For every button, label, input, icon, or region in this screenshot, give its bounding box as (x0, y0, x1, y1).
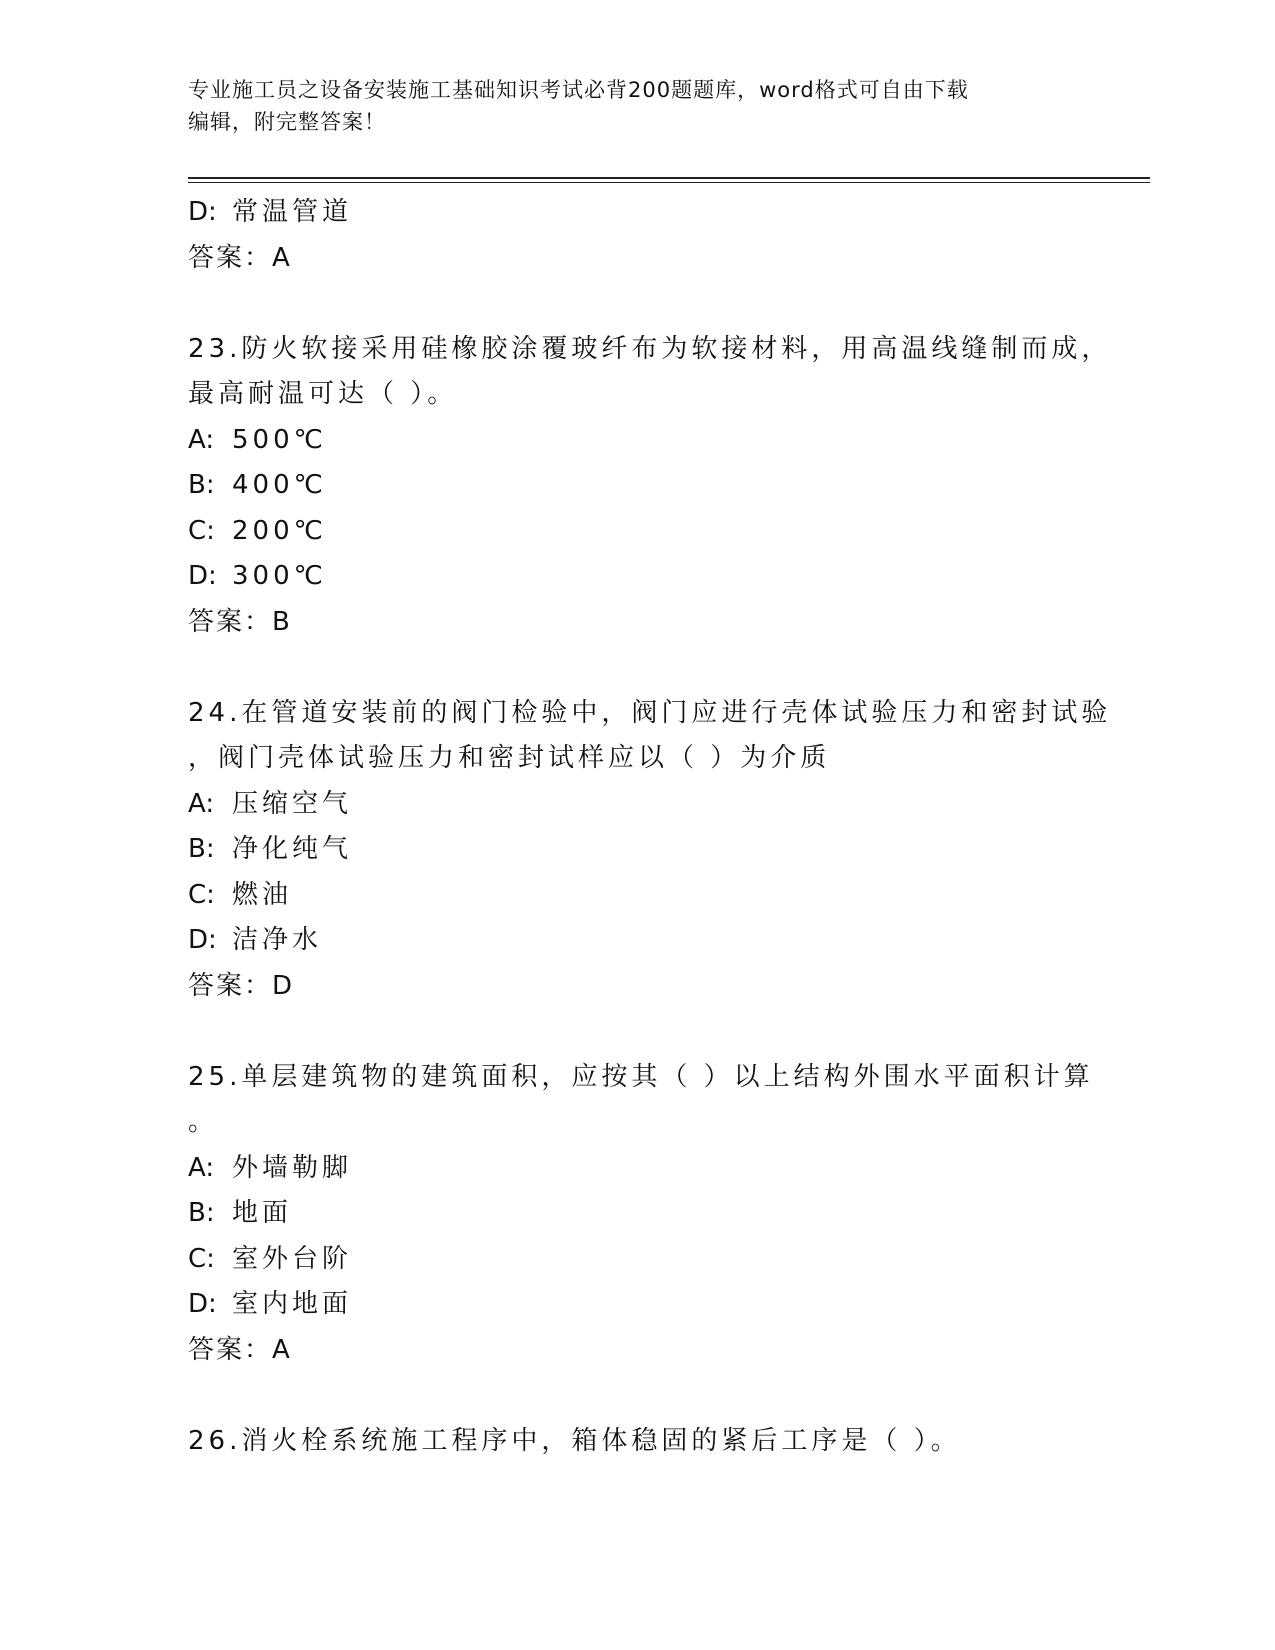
option-letter: D: (188, 1289, 217, 1319)
option-letter: C: (188, 1243, 215, 1274)
option-c (188, 1237, 1088, 1283)
option-text: 燃油 (232, 879, 293, 910)
option-text: 400℃ (232, 470, 327, 500)
question-23-text-line-2: 最高耐温可达（ ）。 (188, 379, 458, 409)
option-text: 200℃ (232, 515, 327, 546)
option-text: 洁净水 (232, 925, 323, 955)
option-text: 净化纯气 (232, 834, 353, 864)
option-text: 室外台阶 (232, 1243, 353, 1274)
question-24-text-line-2: ，阀门壳体试验压力和密封试样应以（ ）为介质 (188, 743, 831, 773)
answer-line: 答案：A (188, 1334, 292, 1365)
option-letter: B: (188, 1198, 215, 1228)
option-letter: C: (188, 515, 215, 546)
option-letter: D: (188, 925, 217, 955)
option-letter: C: (188, 879, 215, 910)
option-d (188, 190, 1088, 236)
option-a (188, 418, 1088, 464)
question-26-text-line-1: 26.消火栓系统施工程序中，箱体稳固的紧后工序是（ ）。 (188, 1425, 961, 1456)
option-letter: D: (188, 561, 217, 591)
option-b (188, 463, 1088, 509)
header-divider-thin (188, 182, 1150, 183)
option-letter: A: (188, 424, 215, 455)
spacer (188, 645, 1088, 691)
option-text: 压缩空气 (232, 788, 353, 819)
answer-line: 答案：B (188, 606, 292, 637)
option-letter: D: (188, 197, 217, 227)
option-c (188, 873, 1088, 919)
option-text: 地面 (232, 1198, 293, 1228)
option-c (188, 509, 1088, 555)
document-header (188, 74, 1088, 138)
question-23-text-line-1: 23.防火软接采用硅橡胶涂覆玻纤布为软接材料，用高温线缝制而成， (188, 333, 1112, 364)
option-text: 500℃ (232, 424, 327, 455)
header-line-2: 编辑，附完整答案！ (188, 110, 386, 134)
question-24-text-line-1: 24.在管道安装前的阀门检验中，阀门应进行壳体试验压力和密封试验 (188, 697, 1112, 728)
question-list (188, 190, 1112, 1464)
option-letter: B: (188, 834, 215, 864)
header-line-1: 专业施工员之设备安装施工基础知识考试必背200题题库，word格式可自由下载 (188, 78, 969, 102)
answer-line: 答案：D (188, 970, 295, 1001)
option-letter: A: (188, 788, 215, 819)
spacer (188, 1009, 1088, 1055)
question-25-text-line-1: 25.单层建筑物的建筑面积，应按其（ ）以上结构外围水平面积计算 (188, 1061, 1094, 1092)
option-d (188, 554, 1088, 600)
option-text: 常温管道 (232, 197, 353, 227)
spacer (188, 1373, 1088, 1419)
option-text: 300℃ (232, 561, 327, 591)
header-divider-thick (188, 177, 1150, 179)
option-text: 室内地面 (232, 1289, 353, 1319)
option-b (188, 1191, 1088, 1237)
option-text: 外墙勒脚 (232, 1152, 353, 1183)
option-a (188, 1146, 1088, 1192)
option-letter: B: (188, 470, 215, 500)
answer-line: 答案：A (188, 242, 292, 273)
option-letter: A: (188, 1152, 215, 1183)
option-a (188, 782, 1088, 828)
spacer (188, 281, 1088, 327)
option-d (188, 1282, 1088, 1328)
question-25-text-line-2: 。 (188, 1107, 219, 1137)
option-d (188, 918, 1088, 964)
option-b (188, 827, 1088, 873)
